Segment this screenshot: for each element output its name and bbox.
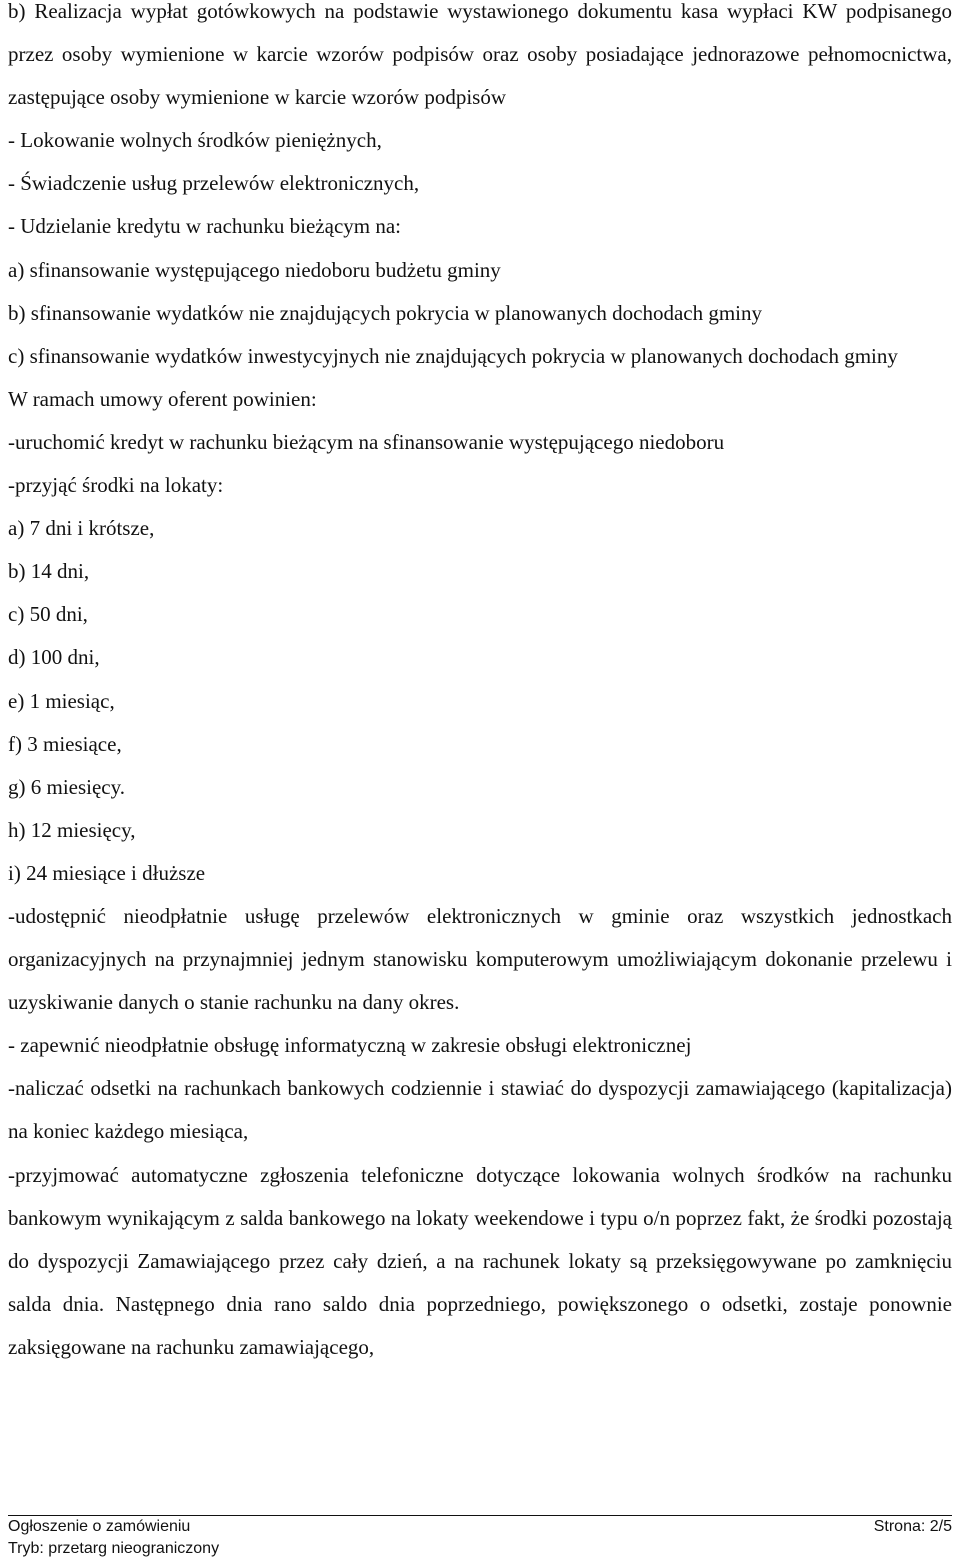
list-item: a) 7 dni i krótsze, xyxy=(8,516,155,541)
document-body xyxy=(8,0,952,1369)
paragraph-withdrawals xyxy=(8,0,952,119)
paragraph-interest: -naliczać odsetki na rachunkach bankowych codziennie i stawiać do dyspozycji zamawiającego (kapitalizacja) na koniec każdego miesiąca, xyxy=(8,1076,952,1144)
text-line: - Lokowanie wolnych środków pieniężnych, xyxy=(8,128,382,153)
list-item: d) 100 dni, xyxy=(8,645,100,670)
footer-mode: Tryb: przetarg nieograniczony xyxy=(8,1540,220,1557)
text-line: podpisanego przez osoby wymienione w karcie wzorów podpisów oraz osoby posiadające xyxy=(8,0,952,67)
text-line: b) sfinansowanie wydatków nie znajdujących pokrycia w planowanych dochodach gminy xyxy=(8,300,763,325)
paragraph-transfers: -udostępnić nieodpłatnie usługę przelewów elektronicznych w gminie oraz wszystkich jednostkach organizacyjnych na przynajmniej jednym stanowisku komputerowym umożliwiającym dokonanie przelewu i uzyskiwanie danych o stanie rachunku na dany okres. xyxy=(8,903,952,1015)
page-number: Strona: 2/5 xyxy=(873,1518,952,1535)
list-item: g) 6 miesięcy. xyxy=(8,774,126,799)
list-item: i) 24 miesiące i dłuższe xyxy=(8,860,206,885)
text-line: - Udzielanie kredytu w rachunku bieżącym na: xyxy=(8,214,402,239)
paragraph-phone-orders: -przyjmować automatyczne zgłoszenia telefoniczne dotyczące lokowania wolnych środków na rachunku bankowym wynikającym z salda bankowego na lokaty weekendowe i typu o/n poprzez fakt, że środki pozostają do dyspozycji Zamawiającego przez cały dzień, a na rachunek lokaty są przeksięgowywane po zamknięciu salda dnia. Następnego dnia rano saldo dnia poprzedniego, powiększonego o odsetki, zostaje ponownie zaksięgowane na rachunku zamawiającego, xyxy=(8,1162,952,1359)
list-item: b) 14 dni, xyxy=(8,559,90,584)
footer-row xyxy=(8,1516,952,1538)
page-footer xyxy=(8,1515,952,1560)
text-line: W ramach umowy oferent powinien: xyxy=(8,386,317,411)
text-line: -uruchomić kredyt w rachunku bieżącym na sfinansowanie występującego niedoboru xyxy=(8,429,725,454)
list-item: h) 12 miesięcy, xyxy=(8,817,136,842)
text-line: a) sfinansowanie występującego niedoboru budżetu gminy xyxy=(8,257,501,282)
text-line: jednorazowe pełnomocnictwa, zastępujące osoby wymienione w karcie wzorów podpisów xyxy=(8,42,953,110)
text-line: - Świadczenie usług przelewów elektronicznych, xyxy=(8,171,420,196)
list-item: e) 1 miesiąc, xyxy=(8,688,115,713)
text-line: - zapewnić nieodpłatnie obsługę informatyczną w zakresie obsługi elektronicznej xyxy=(8,1033,692,1058)
footer-title: Ogłoszenie o zamówieniu xyxy=(8,1518,191,1535)
paragraph-investment: c) sfinansowanie wydatków inwestycyjnych nie znajdujących pokrycia w planowanych dochodach gminy xyxy=(8,343,898,368)
document-page xyxy=(8,0,952,1369)
list-item: f) 3 miesiące, xyxy=(8,731,122,756)
list-item: c) 50 dni, xyxy=(8,602,88,627)
text-line: -przyjąć środki na lokaty: xyxy=(8,473,224,498)
text-line: b) Realizacja wypłat gotówkowych na podstawie wystawionego dokumentu kasa wypłaci KW xyxy=(8,0,837,23)
